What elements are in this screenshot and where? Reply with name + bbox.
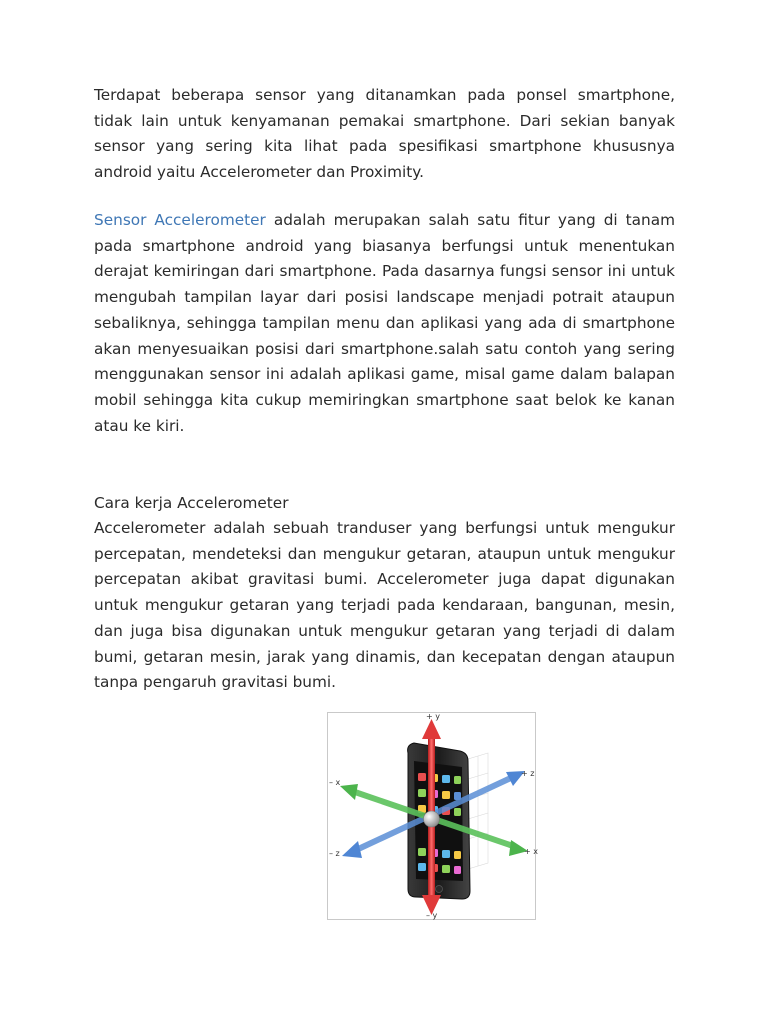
origin-ball — [424, 811, 440, 827]
label-y-pos: + y — [426, 712, 440, 721]
label-y-neg: – y — [426, 911, 438, 920]
label-x-pos: + x — [524, 847, 538, 856]
accelerometer-axes-figure — [327, 712, 536, 920]
phone-axes-illustration — [328, 712, 538, 920]
cara-kerja-heading: Cara kerja Accelerometer — [94, 494, 289, 512]
sensor-accelerometer-paragraph — [94, 208, 675, 439]
intro-paragraph: Terdapat beberapa sensor yang ditanamkan pada ponsel smartphone, tidak lain untuk kenyamanan pemakai smartphone. Dari sekian banyak sensor yang sering kita lihat pada spesifikasi smartphone khususnya android yaitu Accelerometer dan Proximity. — [94, 86, 675, 182]
cara-kerja-paragraph: Accelerometer adalah sebuah tranduser yang berfungsi untuk mengukur percepatan, mendeteksi dan mengukur getaran, ataupun untuk mengukur percepatan akibat gravitasi bumi. Accelerometer juga dapat digunakan untuk mengukur getaran yang terjadi pada kendaraan, bangunan, mesin, dan juga bisa digunakan untuk mengukur getaran yang terjadi di dalam bumi, getaran mesin, jarak yang dinamis, dan kecepatan dengan ataupun tanpa pengaruh gravitasi bumi. — [94, 519, 675, 692]
sensor-accelerometer-link[interactable]: Sensor Accelerometer — [94, 211, 266, 229]
label-x-neg: – x — [329, 778, 341, 787]
label-z-neg: – z — [329, 849, 340, 858]
sensor-accelerometer-text: adalah merupakan salah satu fitur yang di tanam pada smartphone android yang biasanya berfungsi untuk menentukan derajat kemiringan dari smartphone. Pada dasarnya fungsi sensor ini untuk mengubah tampilan layar dari posisi landscape menjadi potrait ataupun sebaliknya, sehingga tampilan menu dan aplikasi yang ada di smartphone akan menyesuaikan posisi dari smartphone.salah satu contoh yang sering menggunakan sensor ini adalah aplikasi game, misal game dalam balapan mobil sehingga kita cukup memiringkan smartphone saat belok ke kanan atau ke kiri. — [94, 211, 675, 435]
label-z-pos: + z — [521, 769, 535, 778]
